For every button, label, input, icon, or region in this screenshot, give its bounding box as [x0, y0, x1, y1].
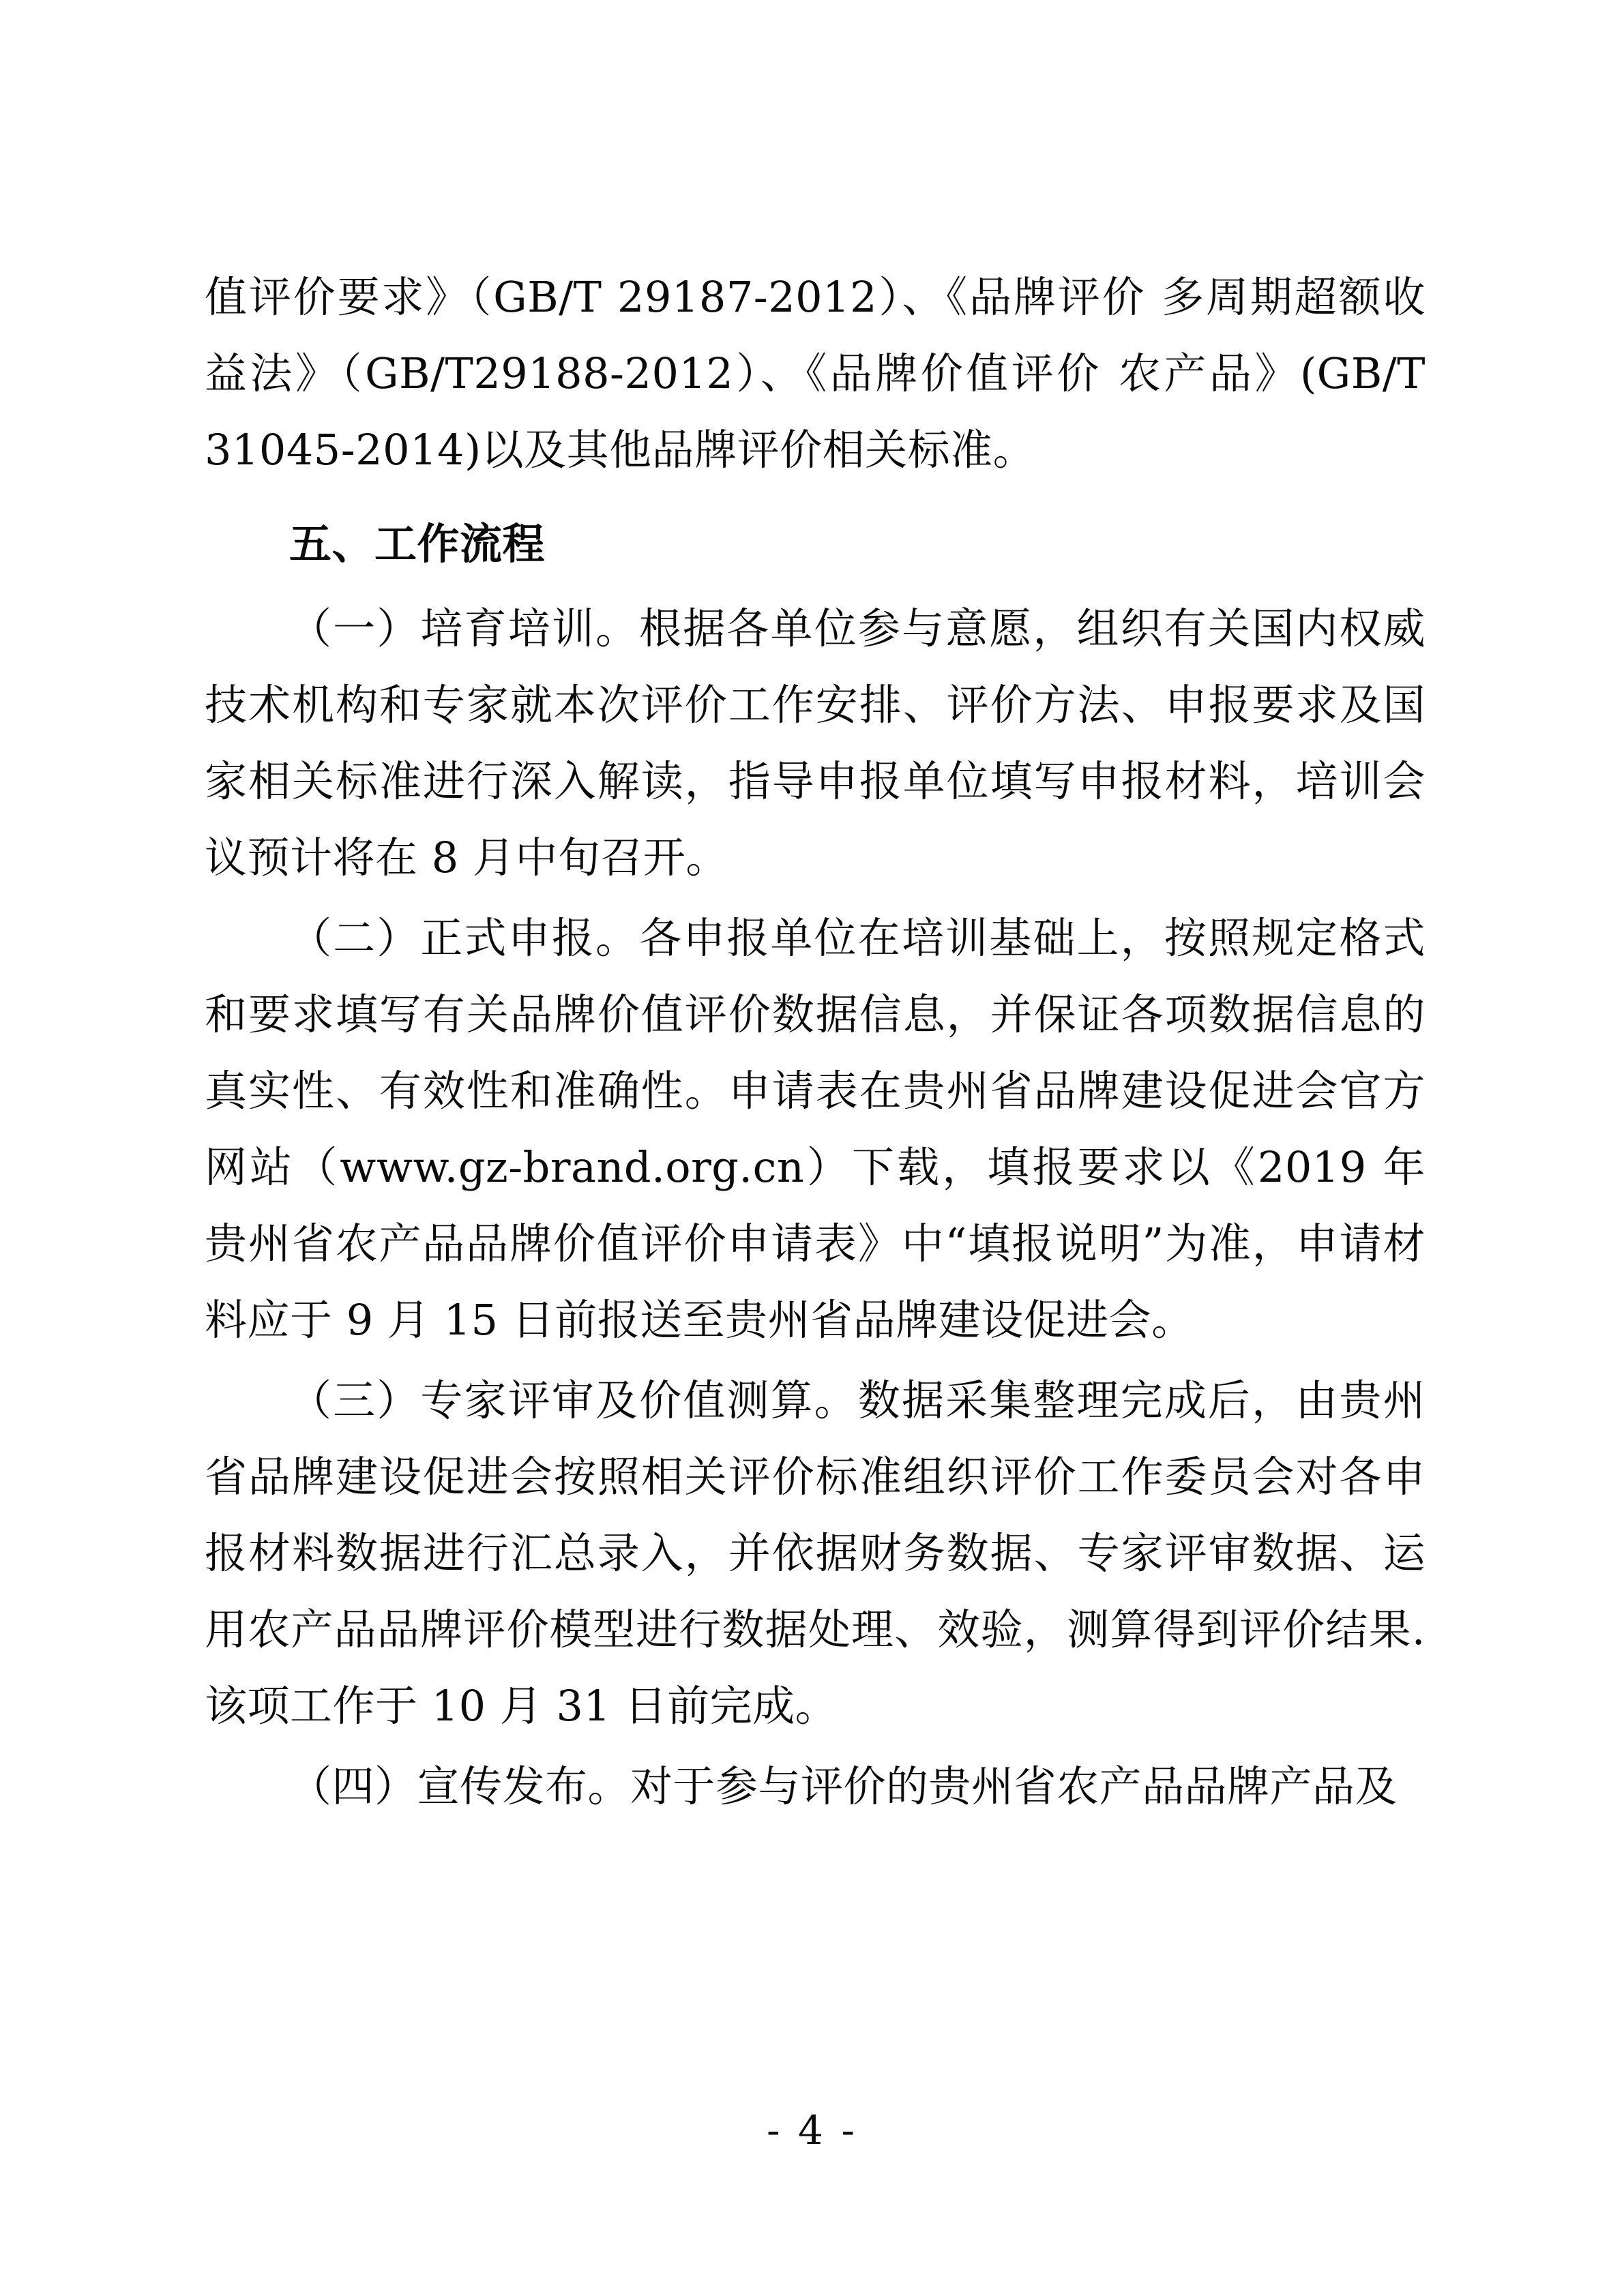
- page-number: - 4 -: [767, 2107, 857, 2153]
- paragraph-item-one: （一）培育培训。根据各单位参与意愿，组织有关国内权威技术机构和专家就本次评价工作安排、评价方法、申报要求及国家相关标准进行深入解读，指导申报单位填写申报材料，培训会议预计将在 8 月中旬召开。: [205, 603, 1426, 882]
- page-body: [205, 259, 1426, 1829]
- paragraph-standards-tail: 值评价要求》（GB/T 29187-2012）、《品牌评价 多周期超额收益法》（GB/T29188-2012）、《品牌价值评价 农产品》(GB/T 31045-2014)以及其他品牌评价相关标准。: [205, 272, 1426, 475]
- paragraph-item-two: （二）正式申报。各申报单位在培训基础上，按照规定格式和要求填写有关品牌价值评价数据信息，并保证各项数据信息的真实性、有效性和准确性。申请表在贵州省品牌建设促进会官方网站（www.gz-brand.org.cn）下载，填报要求以《2019 年贵州省农产品品牌价值评价申请表》中“填报说明”为准，申请材料应于 9 月 15 日前报送至贵州省品牌建设促进会。: [205, 913, 1426, 1345]
- section-heading-workflow: 五、工作流程: [289, 519, 546, 569]
- paragraph-item-four: （四）宣传发布。对于参与评价的贵州省农产品品牌产品及: [289, 1761, 1398, 1811]
- paragraph-item-three: （三）专家评审及价值测算。数据采集整理完成后，由贵州省品牌建设促进会按照相关评价标准组织评价工作委员会对各申报材料数据进行汇总录入，并依据财务数据、专家评审数据、运用农产品品牌评价模型进行数据处理、效验，测算得到评价结果.该项工作于 10 月 31 日前完成。: [205, 1375, 1426, 1731]
